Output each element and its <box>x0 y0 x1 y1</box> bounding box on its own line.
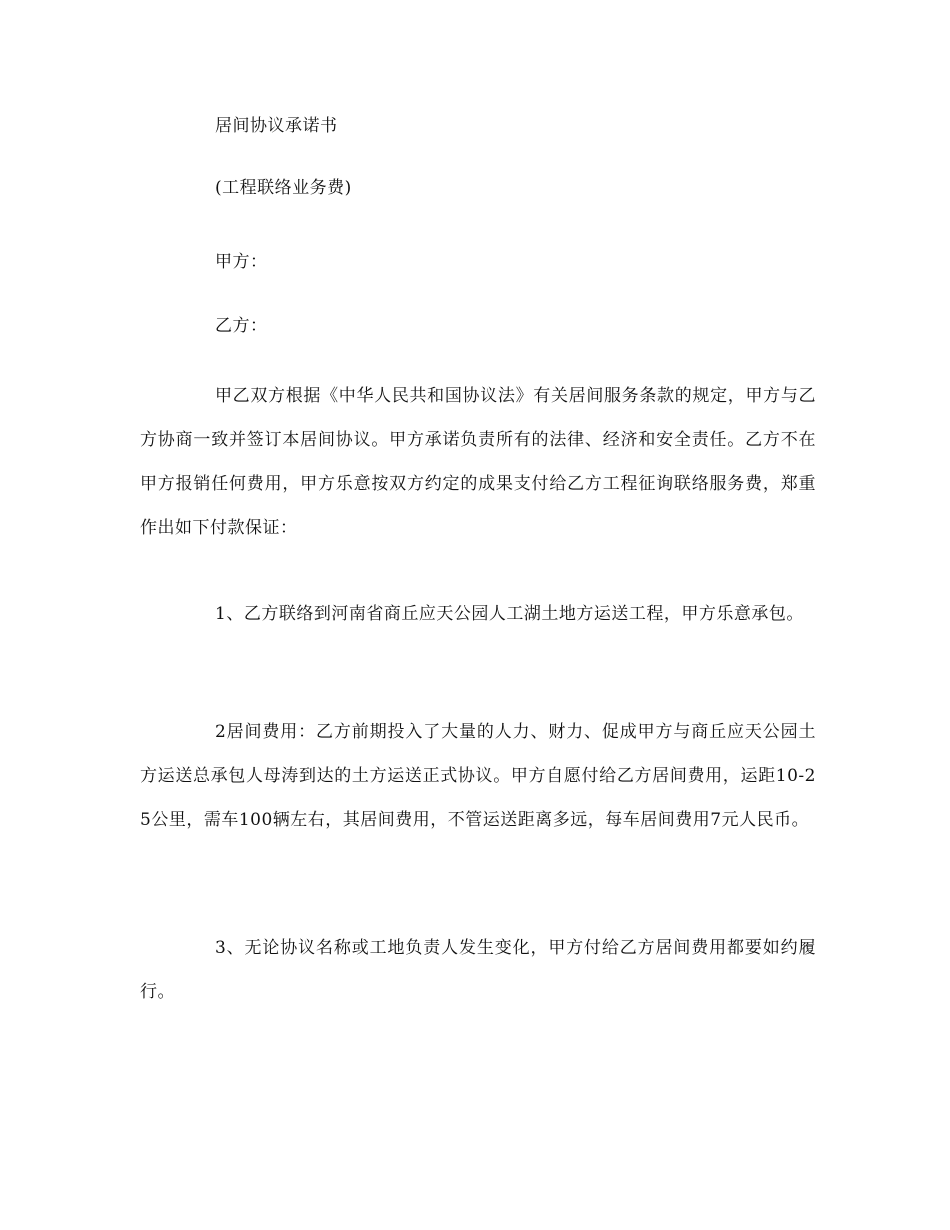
clause-1: 1、乙方联络到河南省商丘应天公园人工湖土地方运送工程，甲方乐意承包。 <box>215 604 804 624</box>
document-title: 居间协议承诺书 <box>215 116 338 136</box>
document-subtitle: (工程联络业务费) <box>215 178 352 198</box>
party-a-label: 甲方： <box>215 252 268 272</box>
clause-2: 2居间费用：乙方前期投入了大量的人力、财力、促成甲方与商丘应天公园土方运送总承包人母涛到达的土方运送正式协议。甲方自愿付给乙方居间费用，运距10-25公里，需车100辆左右，其居间费用，不管运送距离多远，每车居间费用7元人民币。 <box>140 722 816 830</box>
party-b-label: 乙方： <box>215 316 268 336</box>
intro-paragraph: 甲乙双方根据《中华人民共和国协议法》有关居间服务条款的规定，甲方与乙方协商一致并签订本居间协议。甲方承诺负责所有的法律、经济和安全责任。乙方不在甲方报销任何费用，甲方乐意按双方约定的成果支付给乙方工程征询联络服务费，郑重作出如下付款保证： <box>140 386 816 538</box>
clause-3: 3、无论协议名称或工地负责人发生变化，甲方付给乙方居间费用都要如约履行。 <box>140 938 816 1002</box>
